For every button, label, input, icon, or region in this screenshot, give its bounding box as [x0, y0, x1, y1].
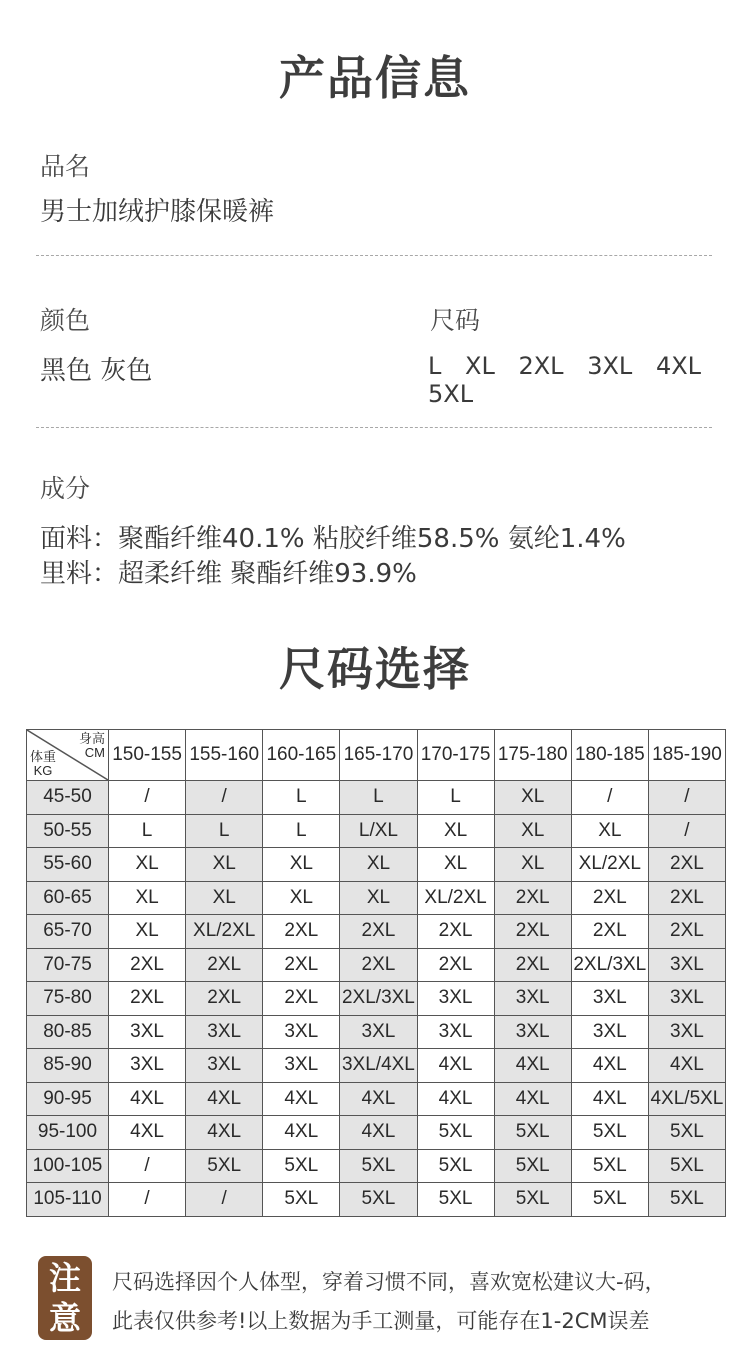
size-chart-table: [26, 729, 726, 1217]
size-cell: 2XL: [648, 848, 725, 882]
size-cell: /: [648, 814, 725, 848]
size-cell: XL: [340, 848, 417, 882]
size-cell: /: [109, 1183, 186, 1217]
color-label: 颜色: [40, 306, 91, 335]
table-row: [27, 1015, 726, 1049]
lining-composition: 里料：超柔纤维 聚酯纤维93.9%: [40, 559, 417, 589]
size-label: 尺码: [430, 306, 481, 335]
size-cell: XL: [417, 848, 494, 882]
height-header: 155-160: [186, 730, 263, 781]
size-cell: XL: [263, 848, 340, 882]
height-axis-label: 身高 CM: [78, 731, 105, 760]
size-cell: 5XL: [417, 1116, 494, 1150]
size-cell: 3XL: [186, 1049, 263, 1083]
size-cell: 5XL: [340, 1183, 417, 1217]
size-cell: 5XL: [571, 1149, 648, 1183]
size-cell: 2XL: [186, 982, 263, 1016]
size-cell: 2XL: [494, 948, 571, 982]
weight-cell: 95-100: [27, 1116, 109, 1150]
size-cell: 2XL: [494, 915, 571, 949]
size-cell: L/XL: [340, 814, 417, 848]
size-cell: 4XL: [571, 1082, 648, 1116]
size-cell: L: [186, 814, 263, 848]
size-cell: 3XL: [263, 1049, 340, 1083]
note-line-2: 此表仅供参考!以上数据为手工测量，可能存在1-2CM误差: [112, 1309, 650, 1333]
size-cell: 5XL: [186, 1149, 263, 1183]
size-cell: 2XL: [263, 948, 340, 982]
size-cell: L: [417, 781, 494, 815]
size-cell: 5XL: [263, 1149, 340, 1183]
size-cell: 2XL: [263, 982, 340, 1016]
size-cell: XL/2XL: [571, 848, 648, 882]
color-value: 黑色 灰色: [40, 356, 153, 386]
size-cell: 2XL: [571, 915, 648, 949]
size-cell: 3XL: [417, 982, 494, 1016]
table-row: [27, 982, 726, 1016]
size-option: 4XL: [655, 352, 702, 380]
size-cell: 3XL: [263, 1015, 340, 1049]
size-cell: /: [571, 781, 648, 815]
composition-label: 成分: [40, 474, 91, 503]
size-cell: 4XL: [263, 1116, 340, 1150]
weight-axis-label: 体重 KG: [30, 749, 57, 778]
size-cell: 5XL: [648, 1183, 725, 1217]
size-cell: 2XL: [186, 948, 263, 982]
size-cell: L: [263, 781, 340, 815]
size-cell: 4XL: [417, 1049, 494, 1083]
height-header: 180-185: [571, 730, 648, 781]
size-cell: 4XL: [109, 1116, 186, 1150]
height-header: 185-190: [648, 730, 725, 781]
size-cell: 4XL: [417, 1082, 494, 1116]
size-cell: 4XL: [263, 1082, 340, 1116]
size-cell: XL: [494, 848, 571, 882]
size-cell: 2XL: [571, 881, 648, 915]
size-cell: 5XL: [340, 1149, 417, 1183]
size-cell: 4XL: [494, 1049, 571, 1083]
size-cell: /: [648, 781, 725, 815]
size-cell: XL: [186, 881, 263, 915]
size-cell: 5XL: [494, 1149, 571, 1183]
height-header: 165-170: [340, 730, 417, 781]
size-cell: 5XL: [648, 1149, 725, 1183]
size-cell: 4XL: [340, 1116, 417, 1150]
table-row: [27, 948, 726, 982]
note-line-1: 尺码选择因个人体型，穿着习惯不同，喜欢宽松建议大-码，: [112, 1270, 666, 1294]
size-cell: 3XL/4XL: [340, 1049, 417, 1083]
weight-cell: 50-55: [27, 814, 109, 848]
size-cell: 5XL: [494, 1183, 571, 1217]
height-header: 150-155: [109, 730, 186, 781]
size-option: 3XL: [587, 352, 633, 380]
size-cell: 5XL: [417, 1183, 494, 1217]
size-cell: /: [186, 781, 263, 815]
weight-cell: 75-80: [27, 982, 109, 1016]
size-cell: 2XL: [648, 881, 725, 915]
size-cell: XL: [571, 814, 648, 848]
size-cell: 2XL/3XL: [340, 982, 417, 1016]
name-label: 品名: [40, 152, 91, 181]
height-header: 170-175: [417, 730, 494, 781]
size-cell: 3XL: [417, 1015, 494, 1049]
header-row: [27, 730, 726, 781]
weight-cell: 80-85: [27, 1015, 109, 1049]
table-row: [27, 1116, 726, 1150]
size-cell: 3XL: [571, 1015, 648, 1049]
size-cell: 4XL: [571, 1049, 648, 1083]
weight-cell: 85-90: [27, 1049, 109, 1083]
size-cell: /: [109, 1149, 186, 1183]
weight-cell: 55-60: [27, 848, 109, 882]
size-cell: 5XL: [263, 1183, 340, 1217]
size-cell: XL: [494, 781, 571, 815]
size-cell: 2XL: [494, 881, 571, 915]
size-cell: 5XL: [648, 1116, 725, 1150]
weight-cell: 60-65: [27, 881, 109, 915]
size-cell: L: [340, 781, 417, 815]
note-badge-char: 注: [48, 1259, 81, 1297]
size-cell: 2XL: [263, 915, 340, 949]
table-row: [27, 781, 726, 815]
height-header: 160-165: [263, 730, 340, 781]
size-option: 2XL: [518, 352, 564, 380]
table-row: [27, 1149, 726, 1183]
size-cell: XL/2XL: [186, 915, 263, 949]
size-cell: 4XL: [186, 1116, 263, 1150]
size-cell: 4XL/5XL: [648, 1082, 725, 1116]
size-chart-title: 尺码选择: [279, 642, 471, 696]
note-badge-char: 意: [48, 1299, 81, 1337]
size-cell: XL: [109, 915, 186, 949]
size-cell: 3XL: [494, 1015, 571, 1049]
size-cell: XL: [186, 848, 263, 882]
size-cell: XL: [417, 814, 494, 848]
size-cell: 3XL: [648, 1015, 725, 1049]
size-option: L: [428, 352, 442, 380]
size-cell: 5XL: [571, 1116, 648, 1150]
weight-cell: 45-50: [27, 781, 109, 815]
size-cell: /: [109, 781, 186, 815]
weight-cell: 105-110: [27, 1183, 109, 1217]
table-row: [27, 1082, 726, 1116]
size-cell: 5XL: [571, 1183, 648, 1217]
weight-cell: 90-95: [27, 1082, 109, 1116]
size-cell: 2XL: [340, 948, 417, 982]
name-value: 男士加绒护膝保暖裤: [40, 197, 275, 227]
size-cell: L: [109, 814, 186, 848]
size-cell: 3XL: [648, 948, 725, 982]
size-cell: 2XL: [417, 948, 494, 982]
table-corner-cell: [27, 730, 109, 781]
size-cell: XL: [263, 881, 340, 915]
size-list: [428, 352, 750, 408]
size-cell: 3XL: [109, 1049, 186, 1083]
size-cell: 4XL: [340, 1082, 417, 1116]
size-cell: 5XL: [494, 1116, 571, 1150]
table-row: [27, 1183, 726, 1217]
size-cell: XL: [494, 814, 571, 848]
size-cell: XL: [109, 881, 186, 915]
size-cell: XL/2XL: [417, 881, 494, 915]
size-cell: 2XL: [648, 915, 725, 949]
weight-cell: 100-105: [27, 1149, 109, 1183]
note-badge: [38, 1256, 92, 1340]
product-info-title: 产品信息: [279, 51, 471, 105]
size-cell: 2XL/3XL: [571, 948, 648, 982]
size-option: XL: [465, 352, 495, 380]
size-option: 5XL: [428, 380, 474, 408]
size-cell: XL: [109, 848, 186, 882]
size-cell: 3XL: [186, 1015, 263, 1049]
size-cell: 2XL: [109, 982, 186, 1016]
size-cell: XL: [340, 881, 417, 915]
size-cell: 3XL: [494, 982, 571, 1016]
size-cell: L: [263, 814, 340, 848]
height-header: 175-180: [494, 730, 571, 781]
table-row: [27, 915, 726, 949]
size-cell: 4XL: [186, 1082, 263, 1116]
divider: [36, 255, 712, 256]
size-cell: 3XL: [571, 982, 648, 1016]
table-row: [27, 1049, 726, 1083]
size-cell: 3XL: [648, 982, 725, 1016]
size-cell: 2XL: [417, 915, 494, 949]
weight-cell: 65-70: [27, 915, 109, 949]
size-cell: /: [186, 1183, 263, 1217]
size-cell: 2XL: [340, 915, 417, 949]
size-cell: 4XL: [648, 1049, 725, 1083]
size-cell: 4XL: [494, 1082, 571, 1116]
size-cell: 3XL: [109, 1015, 186, 1049]
table-row: [27, 848, 726, 882]
size-cell: 4XL: [109, 1082, 186, 1116]
divider: [36, 427, 712, 428]
size-cell: 5XL: [417, 1149, 494, 1183]
size-cell: 3XL: [340, 1015, 417, 1049]
table-row: [27, 881, 726, 915]
fabric-composition: 面料：聚酯纤维40.1% 粘胶纤维58.5% 氨纶1.4%: [40, 524, 626, 554]
table-row: [27, 814, 726, 848]
weight-cell: 70-75: [27, 948, 109, 982]
size-cell: 2XL: [109, 948, 186, 982]
